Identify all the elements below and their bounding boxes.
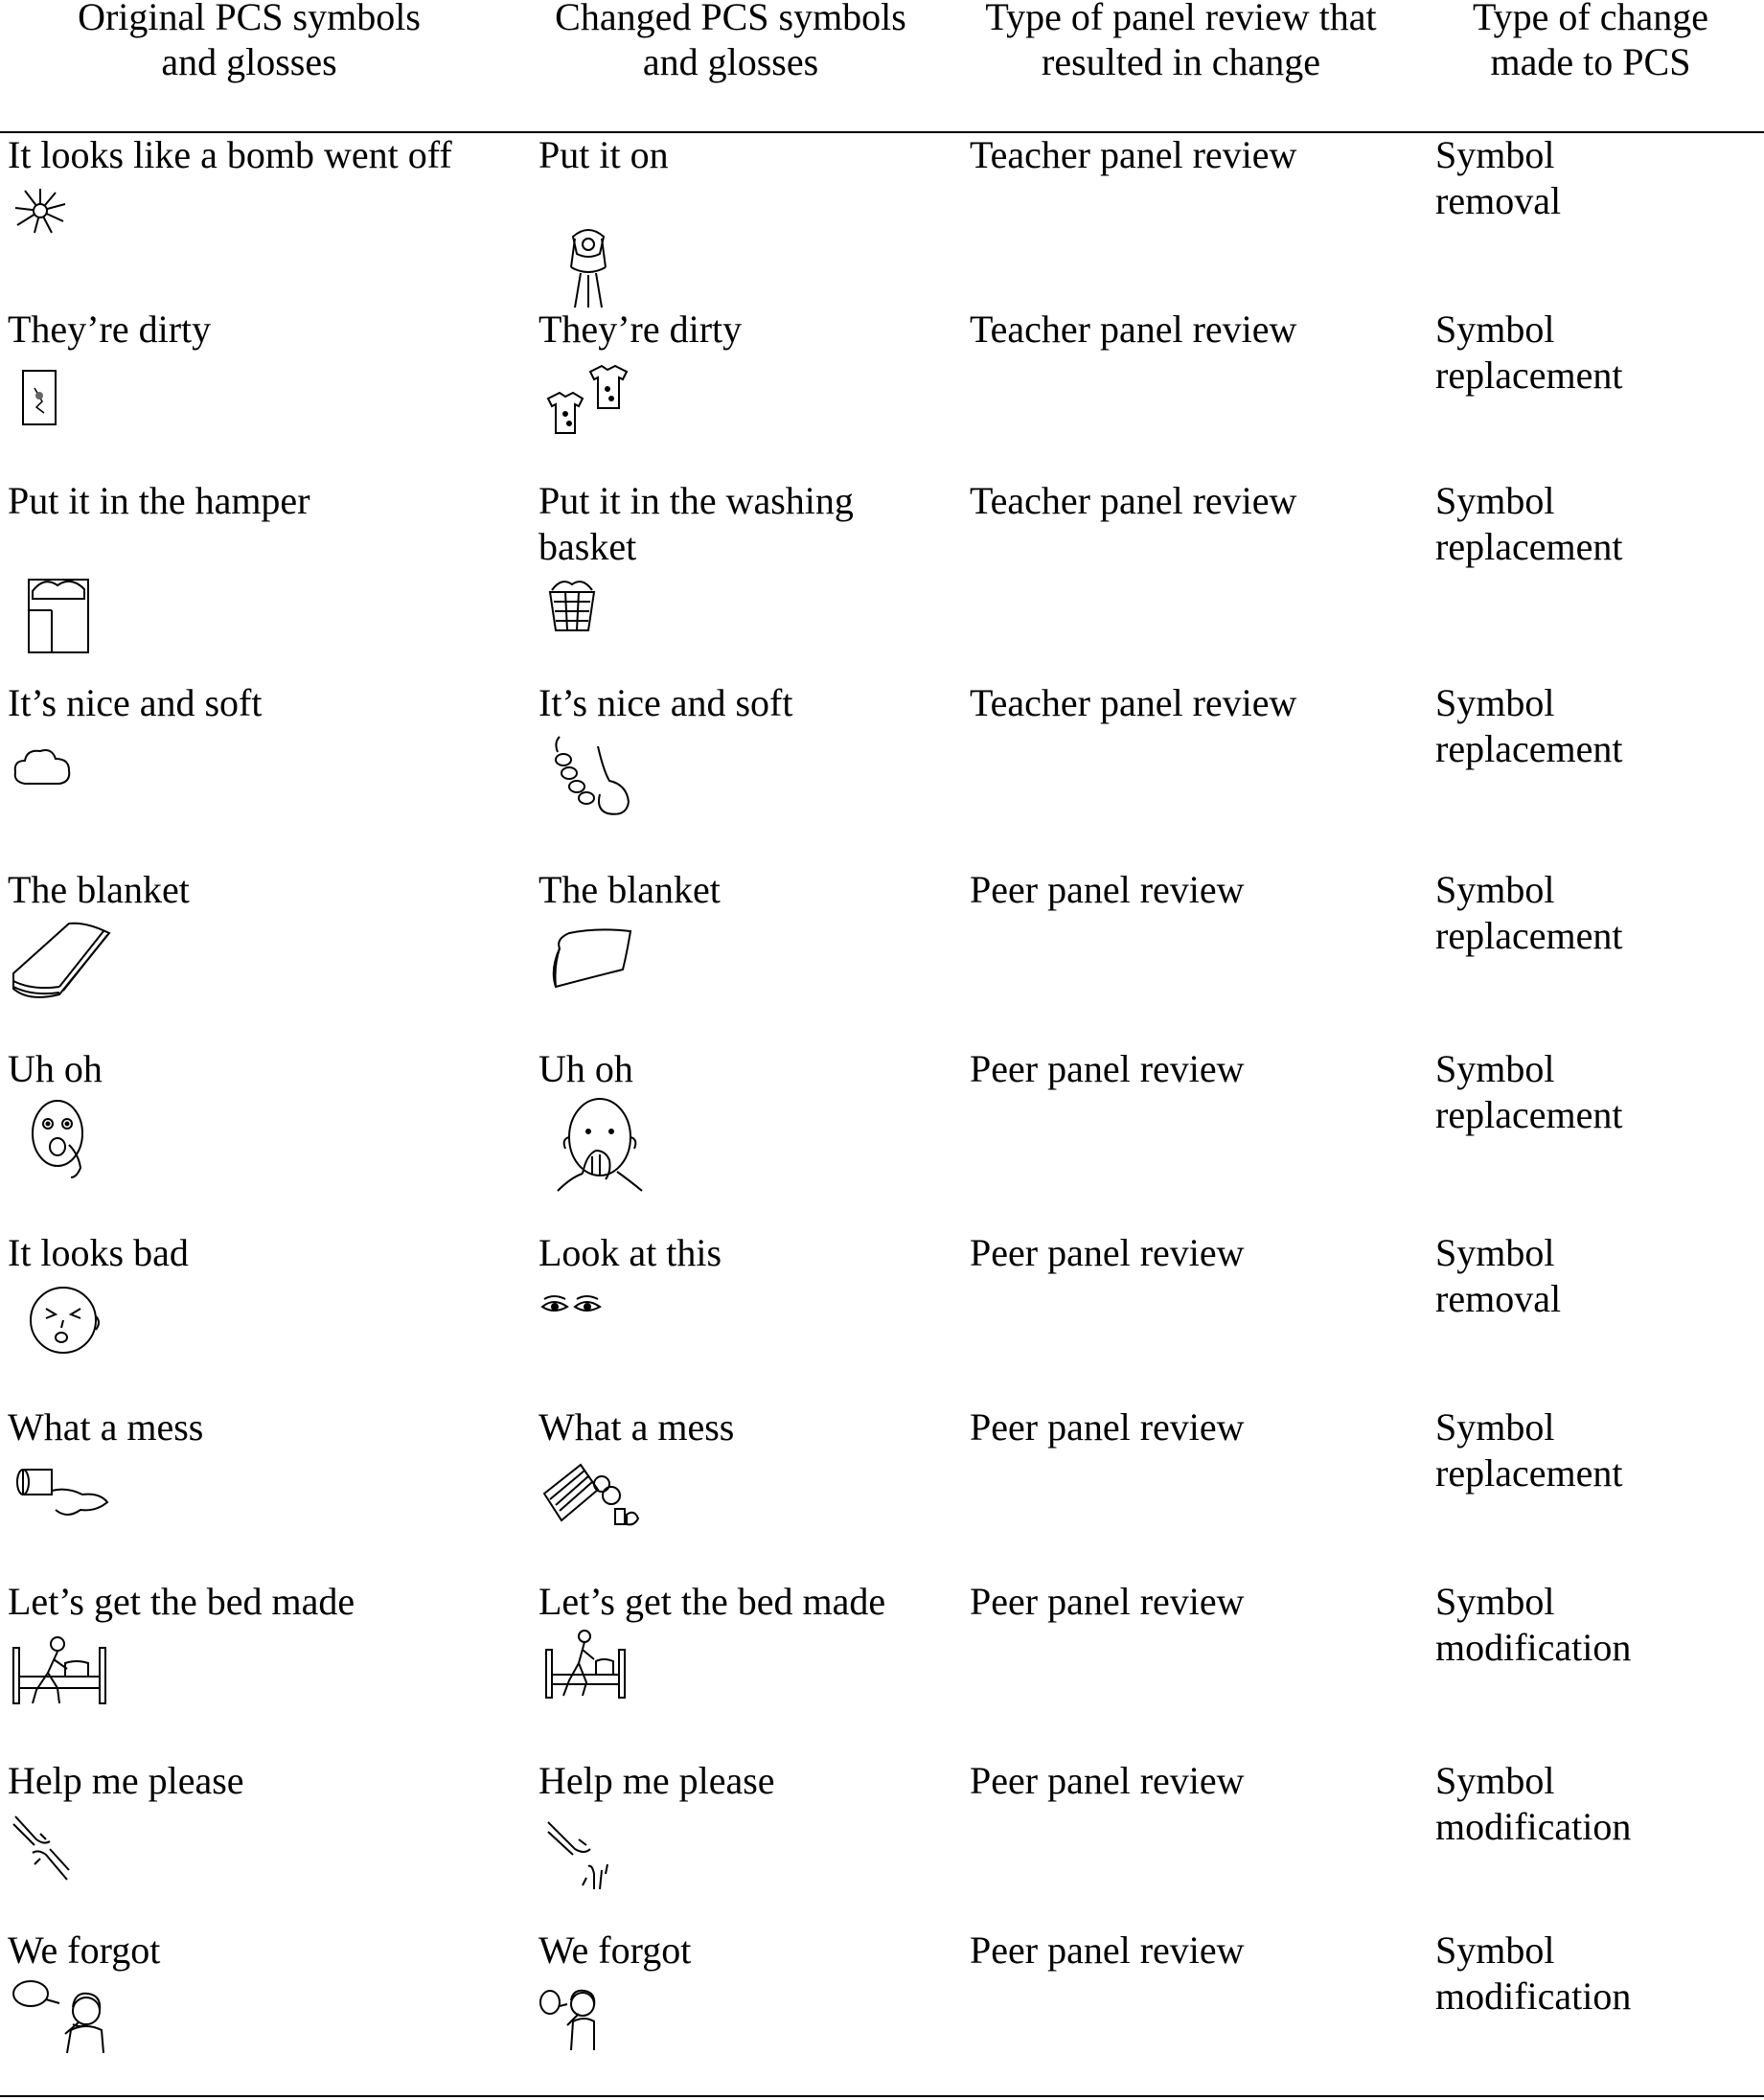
dirty-card-icon bbox=[21, 369, 59, 426]
review-type: Peer panel review bbox=[970, 1759, 1245, 1802]
folded-blanket-icon bbox=[10, 920, 113, 1002]
thinking-person-icon bbox=[11, 1978, 107, 2055]
review-type: Peer panel review bbox=[970, 1047, 1245, 1090]
hand-touching-soft-icon bbox=[550, 733, 640, 819]
header-changed: Changed PCS symbols and glosses bbox=[555, 0, 906, 83]
change-type: Symbol modification bbox=[1435, 1759, 1632, 1848]
helping-hands-small-icon bbox=[546, 1816, 615, 1891]
changed-gloss: Let’s get the bed made bbox=[538, 1580, 886, 1623]
explosion-icon bbox=[13, 187, 67, 235]
surprised-face-icon bbox=[25, 1097, 90, 1183]
change-type: Symbol removal bbox=[1435, 133, 1562, 222]
original-gloss: Let’s get the bed made bbox=[8, 1580, 355, 1623]
changed-gloss: Help me please bbox=[538, 1759, 775, 1802]
bottom-rule bbox=[0, 2095, 1764, 2097]
washing-basket-icon bbox=[546, 575, 598, 632]
person-putting-on-shirt-icon bbox=[565, 225, 611, 308]
disgusted-face-icon bbox=[25, 1282, 102, 1358]
person-making-bed-small-icon bbox=[544, 1629, 630, 1701]
original-gloss: They’re dirty bbox=[8, 308, 212, 351]
original-gloss: What a mess bbox=[8, 1405, 204, 1449]
cloud-icon bbox=[11, 745, 73, 791]
header-change-type: Type of change made to PCS bbox=[1473, 0, 1708, 83]
review-type: Teacher panel review bbox=[970, 479, 1297, 522]
changed-gloss: Put it in the washing basket bbox=[538, 479, 854, 568]
original-gloss: It looks bad bbox=[8, 1231, 189, 1274]
person-making-bed-icon bbox=[10, 1634, 111, 1705]
review-type: Peer panel review bbox=[970, 1580, 1245, 1623]
review-type: Teacher panel review bbox=[970, 681, 1297, 724]
eyes-icon bbox=[540, 1295, 602, 1316]
changed-gloss: What a mess bbox=[538, 1405, 735, 1449]
original-gloss: The blanket bbox=[8, 868, 190, 911]
header-review-type: Type of panel review that resulted in change bbox=[985, 0, 1377, 83]
change-type: Symbol replacement bbox=[1435, 1405, 1623, 1495]
messy-pile-icon bbox=[538, 1461, 642, 1528]
original-gloss: It’s nice and soft bbox=[8, 681, 263, 724]
changed-gloss: The blanket bbox=[538, 868, 721, 911]
changed-gloss: We forgot bbox=[538, 1929, 692, 1972]
original-gloss: We forgot bbox=[8, 1929, 161, 1972]
original-gloss: It looks like a bomb went off bbox=[8, 133, 452, 176]
review-type: Peer panel review bbox=[970, 1929, 1245, 1972]
review-type: Peer panel review bbox=[970, 868, 1245, 911]
change-type: Symbol replacement bbox=[1435, 479, 1623, 568]
review-type: Teacher panel review bbox=[970, 308, 1297, 351]
changed-gloss: It’s nice and soft bbox=[538, 681, 793, 724]
original-gloss: Help me please bbox=[8, 1759, 244, 1802]
thinking-person-small-icon bbox=[538, 1983, 602, 2052]
changed-gloss: Look at this bbox=[538, 1231, 722, 1274]
change-type: Symbol replacement bbox=[1435, 868, 1623, 957]
header-original: Original PCS symbols and glosses bbox=[78, 0, 421, 83]
changed-gloss: Put it on bbox=[538, 133, 669, 176]
dirty-shirts-icon bbox=[546, 362, 638, 437]
changed-gloss: Uh oh bbox=[538, 1047, 633, 1090]
change-type: Symbol replacement bbox=[1435, 1047, 1623, 1136]
hamper-icon bbox=[23, 572, 92, 654]
blanket-icon bbox=[546, 927, 634, 989]
changed-gloss: They’re dirty bbox=[538, 308, 743, 351]
change-type: Symbol replacement bbox=[1435, 681, 1623, 770]
change-type: Symbol modification bbox=[1435, 1580, 1632, 1669]
helping-hands-icon bbox=[11, 1813, 71, 1882]
change-type: Symbol removal bbox=[1435, 1231, 1562, 1320]
original-gloss: Uh oh bbox=[8, 1047, 103, 1090]
original-gloss: Put it in the hamper bbox=[8, 479, 310, 522]
review-type: Teacher panel review bbox=[970, 133, 1297, 176]
review-type: Peer panel review bbox=[970, 1405, 1245, 1449]
spilled-cup-icon bbox=[13, 1466, 111, 1523]
review-type: Peer panel review bbox=[970, 1231, 1245, 1274]
change-type: Symbol modification bbox=[1435, 1929, 1632, 2018]
face-hand-over-mouth-icon bbox=[554, 1097, 646, 1193]
change-type: Symbol replacement bbox=[1435, 308, 1623, 397]
